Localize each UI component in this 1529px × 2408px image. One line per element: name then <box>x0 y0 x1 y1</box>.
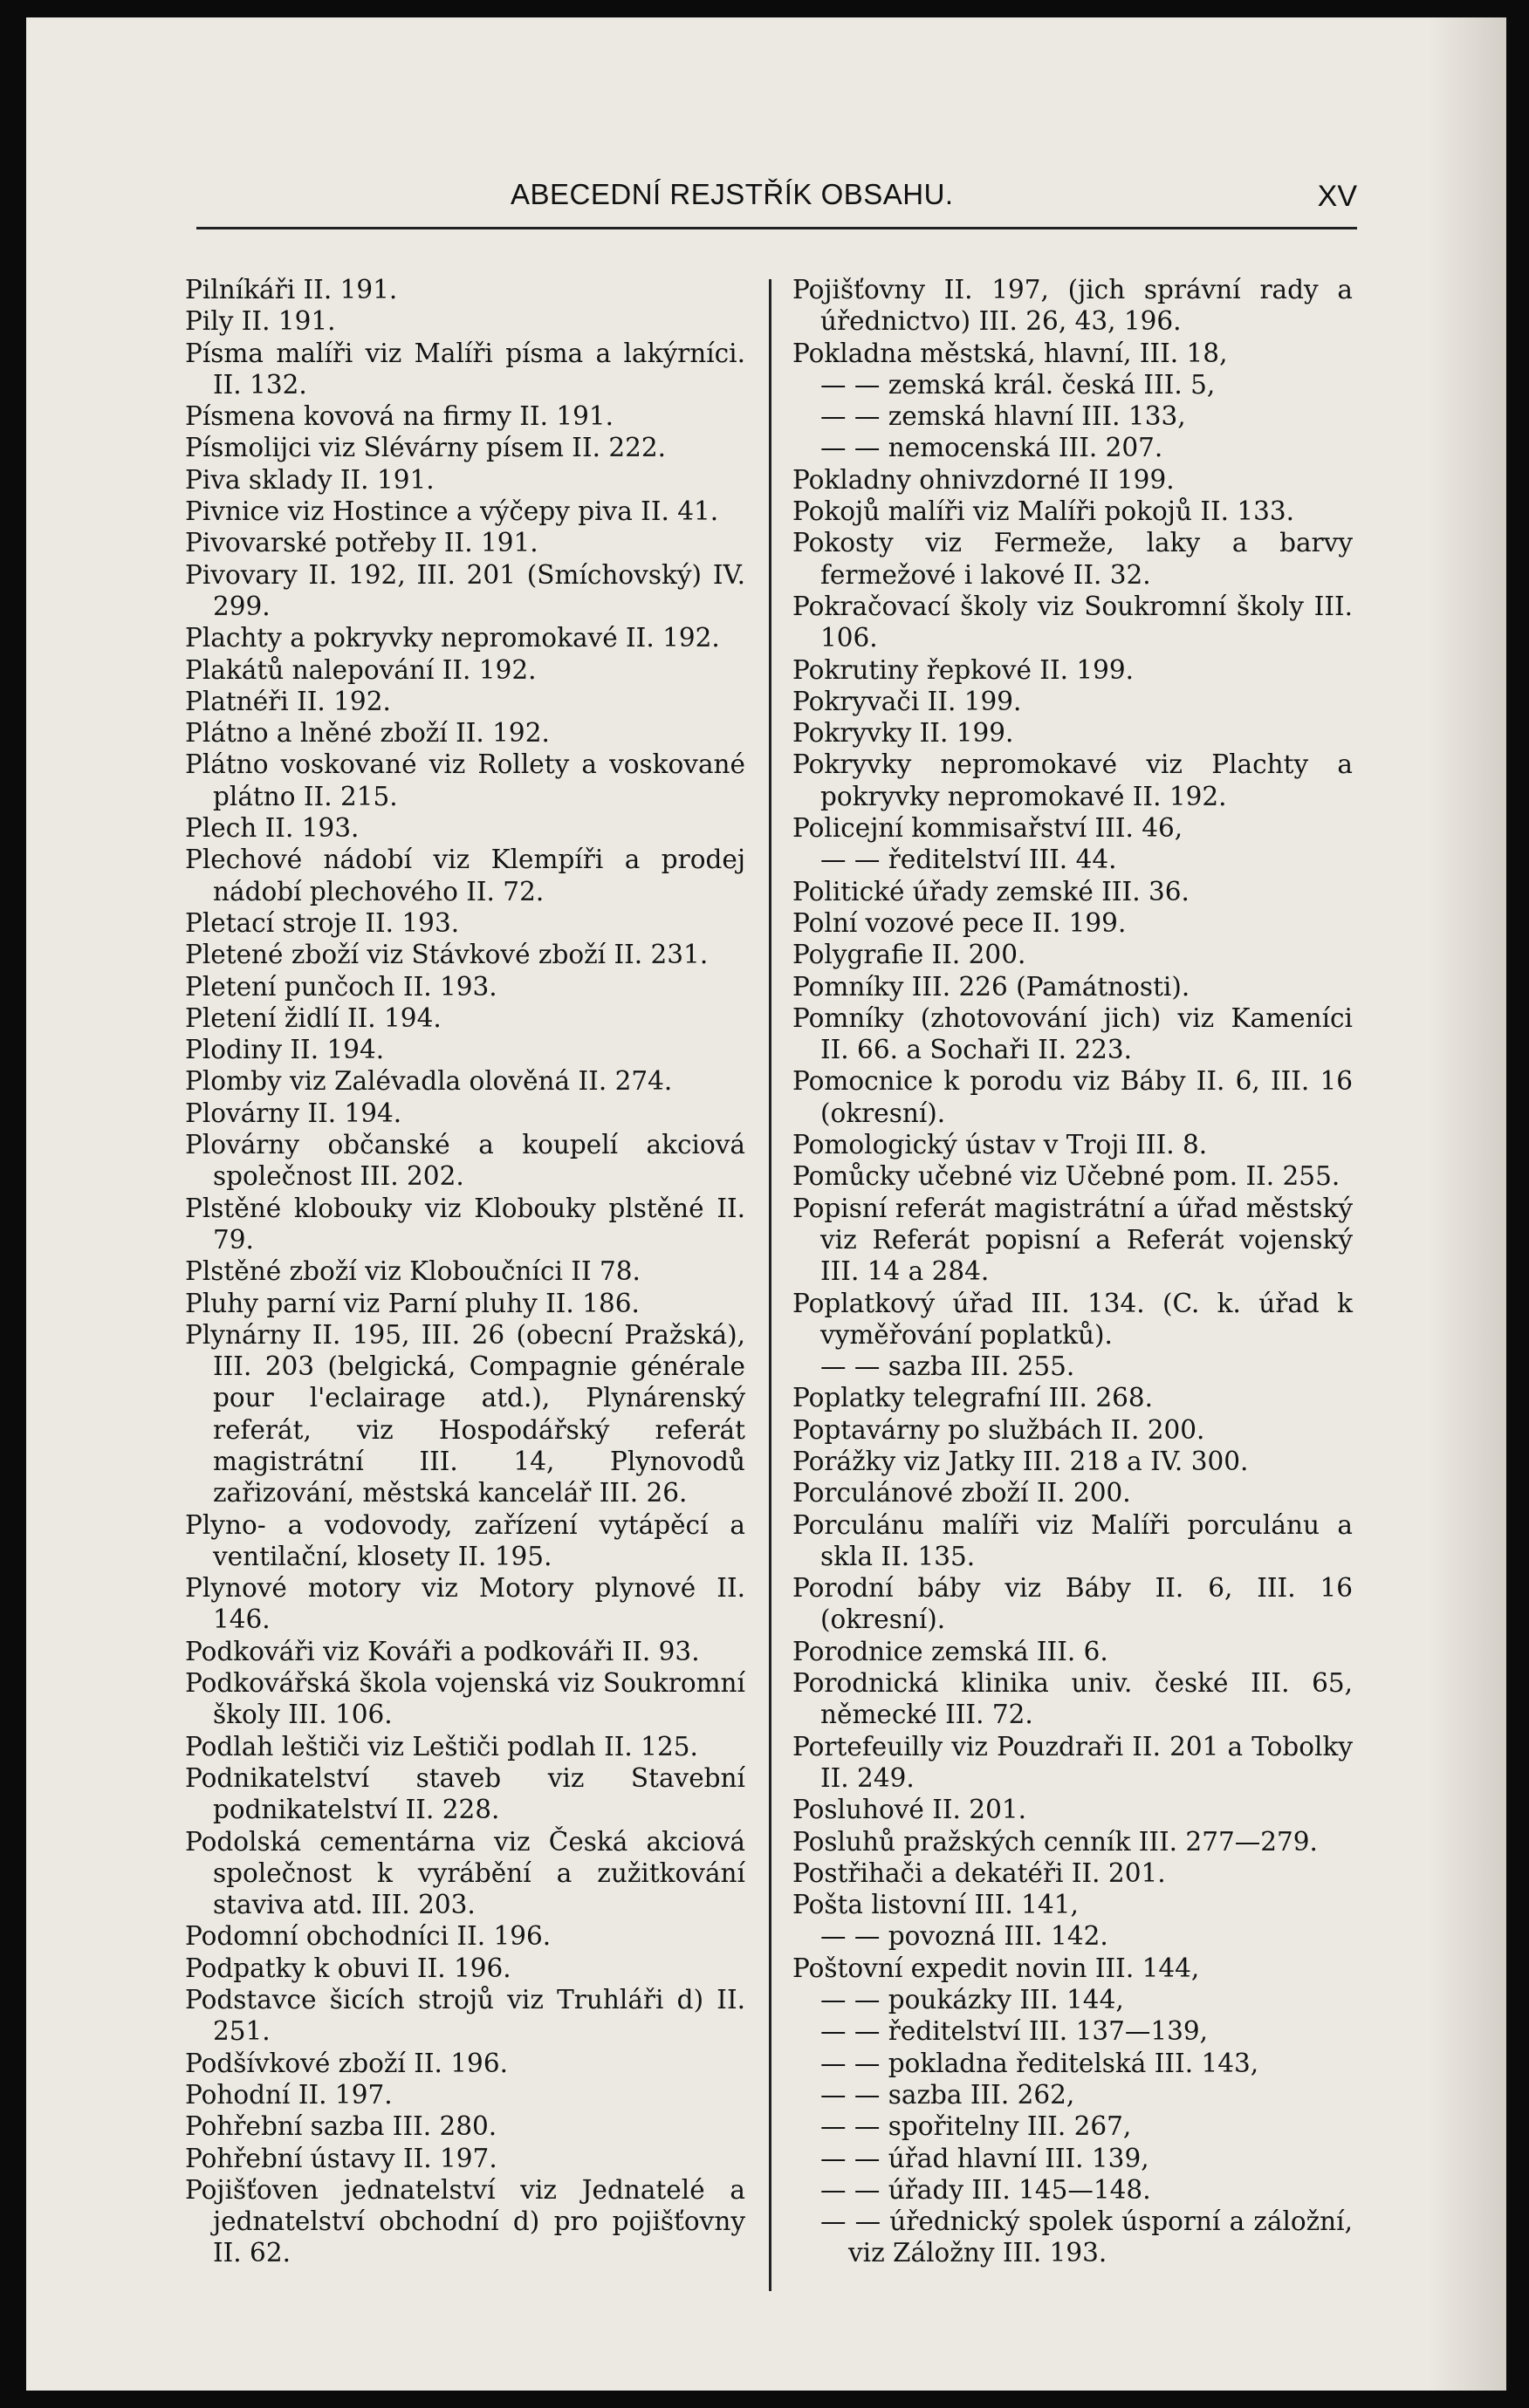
header-rule <box>196 227 1357 229</box>
index-entry: — — poukázky III. 144, <box>820 1985 1124 2015</box>
index-entry: Pokladny ohnivzdorné II 199. <box>792 464 1175 495</box>
index-entry: Podomní obchodníci II. 196. <box>185 1921 552 1952</box>
index-entry: Piva sklady II. 191. <box>185 464 435 495</box>
index-entry: — — úřad hlavní III. 139, <box>820 2143 1149 2173</box>
index-entry: Porodnice zemská III. 6. <box>792 1636 1108 1666</box>
index-entry: Porculánové zboží II. 200. <box>792 1478 1131 1508</box>
index-entry: Podšívkové zboží II. 196. <box>185 2048 508 2078</box>
index-entry: Pletené zboží viz Stávkové zboží II. 231. <box>185 940 709 970</box>
index-entry: Podkovářská škola vojenská viz Soukromní školy III. 106. <box>185 1668 745 1730</box>
index-entry: — — spořitelny III. 267, <box>820 2111 1132 2142</box>
index-column-right <box>792 274 1353 2269</box>
index-entry: Pošta listovní III. 141, <box>792 1890 1079 1920</box>
index-entry: Pokojů malíři viz Malíři pokojů II. 133. <box>792 496 1295 527</box>
index-entry: Pohřební sazba III. 280. <box>185 2111 497 2142</box>
index-entry: Pokryvky II. 199. <box>792 718 1014 749</box>
index-entry: Plstěné zboží viz Kloboučníci II 78. <box>185 1256 641 1287</box>
index-entry: Písmena kovová na firmy II. 191. <box>185 401 614 432</box>
running-title: ABECEDNÍ REJSTŘÍK OBSAHU. <box>511 178 954 210</box>
index-entry: Popisní referát magistrátní a úřad městský viz Referát popisní a Referát vojenský III. 14 a 284. <box>792 1193 1353 1287</box>
index-entry: — — sazba III. 262, <box>820 2079 1075 2110</box>
index-entry: Poptavárny po službách II. 200. <box>792 1414 1205 1445</box>
index-entry: Posluhové II. 201. <box>792 1795 1026 1825</box>
index-entry: Pluhy parní viz Parní pluhy II. 186. <box>185 1288 640 1318</box>
index-entry: Plodiny II. 194. <box>185 1035 385 1065</box>
index-entry: Plstěné klobouky viz Klobouky plstěné II. 79. <box>185 1193 745 1255</box>
index-entry: Pletací stroje II. 193. <box>185 907 460 938</box>
index-entry: Pomůcky učebné viz Učebné pom. II. 255. <box>792 1161 1340 1192</box>
index-entry: Písma malíři viz Malíři písma a lakýrníci. II. 132. <box>185 338 745 400</box>
index-entry: Portefeuilly viz Pouzdraři II. 201 a Tobolky II. 249. <box>792 1731 1353 1793</box>
index-entry: Pojišťoven jednatelství viz Jednatelé a jednatelství obchodní d) pro pojišťovny II. 62. <box>185 2174 745 2268</box>
index-entry: Platnéři II. 192. <box>185 686 391 716</box>
index-entry: Plechové nádobí viz Klempíři a prodej nádobí plechového II. 72. <box>185 845 745 906</box>
index-entry: Podlah leštiči viz Leštiči podlah II. 125. <box>185 1731 698 1762</box>
index-entry: — — ředitelství III. 137—139, <box>820 2016 1209 2047</box>
index-entry: Plomby viz Zalévadla olověná II. 274. <box>185 1066 673 1097</box>
index-entry: Plyno- a vodovody, zařízení vytápěcí a ventilační, klosety II. 195. <box>185 1509 745 1571</box>
page-header <box>175 173 1357 216</box>
index-entry: Pohřební ústavy II. 197. <box>185 2143 497 2173</box>
index-entry: — — zemská král. česká III. 5, <box>820 369 1216 400</box>
index-entry: — — povozná III. 142. <box>820 1921 1108 1952</box>
index-entry: Plakátů nalepování II. 192. <box>185 654 537 685</box>
index-entry: Plovárny občanské a koupelí akciová společnost III. 202. <box>185 1130 745 1192</box>
index-entry: Polygrafie II. 200. <box>792 940 1026 970</box>
index-entry: Pokladna městská, hlavní, III. 18, <box>792 338 1228 368</box>
index-entry: Poplatky telegrafní III. 268. <box>792 1383 1153 1413</box>
index-entry: Pohodní II. 197. <box>185 2079 393 2110</box>
index-entry: Pomníky (zhotovování jich) viz Kameníci II. 66. a Sochaři II. 223. <box>792 1002 1353 1065</box>
column-divider <box>769 279 771 2291</box>
index-column-left <box>185 274 745 2269</box>
index-entry: Podstavce šicích strojů viz Truhláři d) II. 251. <box>185 1985 745 2047</box>
index-entry: — — pokladna ředitelská III. 143, <box>820 2048 1259 2078</box>
index-entry: Posluhů pražských cenník III. 277—279. <box>792 1826 1318 1857</box>
index-entry: Plynové motory viz Motory plynové II. 146. <box>185 1573 745 1635</box>
index-entry: Poštovní expedit novin III. 144, <box>792 1953 1200 1983</box>
index-entry: Pokrutiny řepkové II. 199. <box>792 654 1135 685</box>
index-entry: Polní vozové pece II. 199. <box>792 907 1127 938</box>
index-entry: Plech II. 193. <box>185 813 360 844</box>
document-page <box>26 17 1506 2391</box>
index-entry: Podpatky k obuvi II. 196. <box>185 1953 511 1983</box>
index-entry: Pily II. 191. <box>185 306 336 337</box>
index-entry: Policejní kommisařství III. 46, <box>792 813 1183 844</box>
index-entry: Pojišťovny II. 197, (jich správní rady a úřednictvo) III. 26, 43, 196. <box>792 275 1353 337</box>
index-entry: Plachty a pokryvky nepromokavé II. 192. <box>185 623 720 653</box>
index-entry: — — sazba III. 255. <box>820 1351 1075 1382</box>
index-entry: Podolská cementárna viz Česká akciová společnost k vyrábění a zužitkování staviva atd. III. 203. <box>185 1826 745 1920</box>
index-entry: — — úřady III. 145—148. <box>820 2174 1151 2205</box>
index-entry: Postřihači a dekatéři II. 201. <box>792 1857 1166 1888</box>
index-entry: Poplatkový úřad III. 134. (C. k. úřad k vyměřování poplatků). <box>792 1288 1353 1350</box>
index-entry: Pokryvky nepromokavé viz Plachty a pokryvky nepromokavé II. 192. <box>792 749 1353 811</box>
index-entry: Porculánu malíři viz Malíři porculánu a skla II. 135. <box>792 1509 1353 1571</box>
index-entry: Porážky viz Jatky III. 218 a IV. 300. <box>792 1446 1249 1476</box>
index-entry: Pivovarské potřeby II. 191. <box>185 528 538 558</box>
index-entry: Plátno a lněné zboží II. 192. <box>185 718 550 749</box>
index-entry: Plovárny II. 194. <box>185 1098 402 1128</box>
index-entry: Pletení punčoch II. 193. <box>185 971 497 1002</box>
index-entry: Pokosty viz Fermeže, laky a barvy fermežové i lakové II. 32. <box>792 528 1353 590</box>
index-entry: Pomologický ústav v Troji III. 8. <box>792 1130 1208 1160</box>
index-entry: Plynárny II. 195, III. 26 (obecní Pražská), III. 203 (belgická, Compagnie générale pour l'eclairage atd.), Plynárenský referát, viz Hospodářský referát magistrátní III. 14, Plynovodů zařizování, městská kancelář III. 26. <box>185 1319 745 1508</box>
index-entry: Porodní báby viz Báby II. 6, III. 16 (okresní). <box>792 1573 1353 1635</box>
index-entry: Porodnická klinika univ. české III. 65, německé III. 72. <box>792 1668 1353 1730</box>
index-entry: Pivnice viz Hostince a výčepy piva II. 41. <box>185 496 719 527</box>
index-entry: Podnikatelství staveb viz Stavební podnikatelství II. 228. <box>185 1762 745 1825</box>
index-entry: Pivovary II. 192, III. 201 (Smíchovský) IV. 299. <box>185 559 745 621</box>
index-entry: Pomocnice k porodu viz Báby II. 6, III. 16 (okresní). <box>792 1066 1353 1128</box>
page-number: XV <box>1317 180 1357 213</box>
index-entry: — — zemská hlavní III. 133, <box>820 401 1186 432</box>
index-entry: Pomníky III. 226 (Památnosti). <box>792 971 1190 1002</box>
index-entry: Pletení židlí II. 194. <box>185 1002 442 1033</box>
index-entry: Pilníkáři II. 191. <box>185 275 398 304</box>
index-entry: Pokryvači II. 199. <box>792 686 1022 716</box>
index-entry: — — úřednický spolek úsporní a záložní, viz Záložny III. 193. <box>820 2206 1353 2268</box>
index-entry: Pokračovací školy viz Soukromní školy III. 106. <box>792 591 1353 653</box>
index-entry: Písmolijci viz Slévárny písem II. 222. <box>185 433 667 463</box>
index-entry: — — ředitelství III. 44. <box>820 845 1117 875</box>
index-entry: Podkováři viz Kováři a podkováři II. 93. <box>185 1636 700 1666</box>
index-entry: — — nemocenská III. 207. <box>820 433 1163 463</box>
index-entry: Plátno voskované viz Rollety a voskované plátno II. 215. <box>185 749 745 811</box>
index-entry: Politické úřady zemské III. 36. <box>792 876 1190 906</box>
